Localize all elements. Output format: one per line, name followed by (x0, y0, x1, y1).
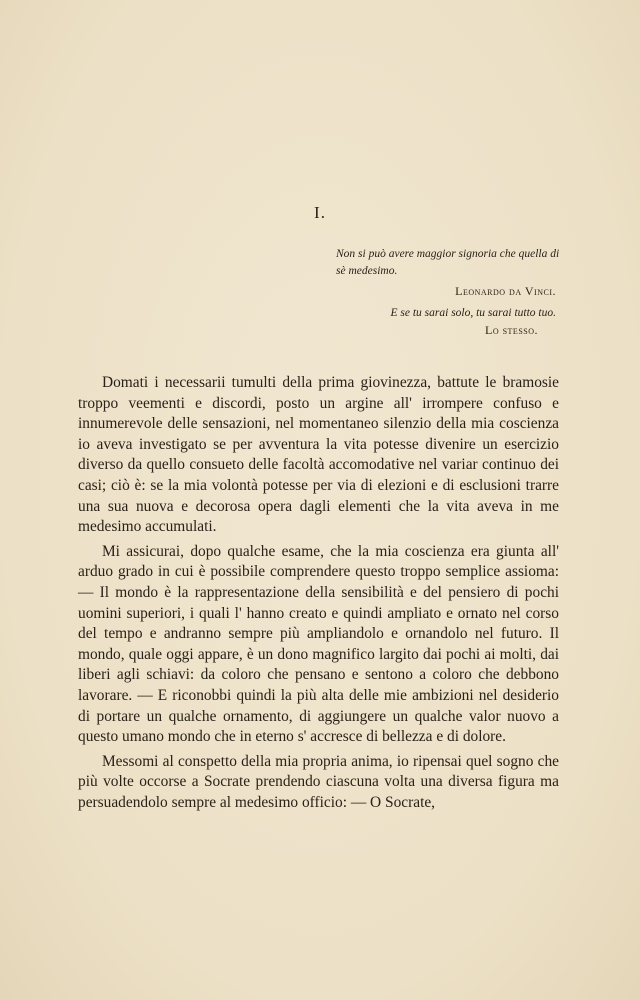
epigraph (336, 246, 566, 339)
epigraph-quote-2: E se tu sarai solo, tu sarai tutto tuo. (390, 307, 556, 319)
paragraph: Mi assicurai, dopo qualche esame, che la mia coscienza era giunta all' arduo grado in cui è possibile comprendere questo troppo semplice assioma: — Il mondo è la rappresentazione della sensibilità e del pensiero di pochi uomini superiori, i quali l' hanno creato e quindi ampliato e ornato nel corso del tempo e andranno sempre più ampliandolo e ornandolo nel futuro. Il mondo, quale oggi appare, è un dono magnifico largito dai pochi ai molti, dai liberi agli schiavi: da coloro che pensano e sentono a coloro che debbono lavorare. — E riconobbi quindi la più alta delle mie ambizioni nel desiderio di portare un qualche ornamento, di aggiungere un qualche valor nuovo a questo umano mondo che in eterno s' accresce di bellezza e di dolore. (78, 542, 559, 746)
body-text (78, 373, 559, 813)
paragraph: Messomi al conspetto della mia propria anima, io ripensai quel sogno che più volte occorse a Socrate prendendo ciascuna volta una diversa figura ma persuadendolo sempre al medesimo officio: — O Socrate, (78, 752, 559, 811)
epigraph-attribution-2: Lo stesso. (484, 323, 538, 337)
chapter-number: I. (314, 203, 326, 222)
paragraph: Domati i necessarii tumulti della prima giovinezza, battute le bramosie troppo veementi e discordi, posto un argine all' irrompere confuso e innumerevole delle sensazioni, nel momentaneo silenzio della mia coscienza io aveva investigato se per avventura la vita potesse divenire un esercizio diverso da quello consueto delle facoltà accomodative nel variar continuo dei casi; ciò è: se la mia volontà potesse per via di elezioni e di esclusioni trarre una sua nuova e decorosa opera dagli elementi che la vita aveva in me medesimo accumulati. (78, 374, 559, 536)
epigraph-quote-1: Non si può avere maggior signoria che quella di sè medesimo. (336, 248, 560, 277)
epigraph-attribution-1: Leonardo da Vinci. (455, 284, 556, 298)
